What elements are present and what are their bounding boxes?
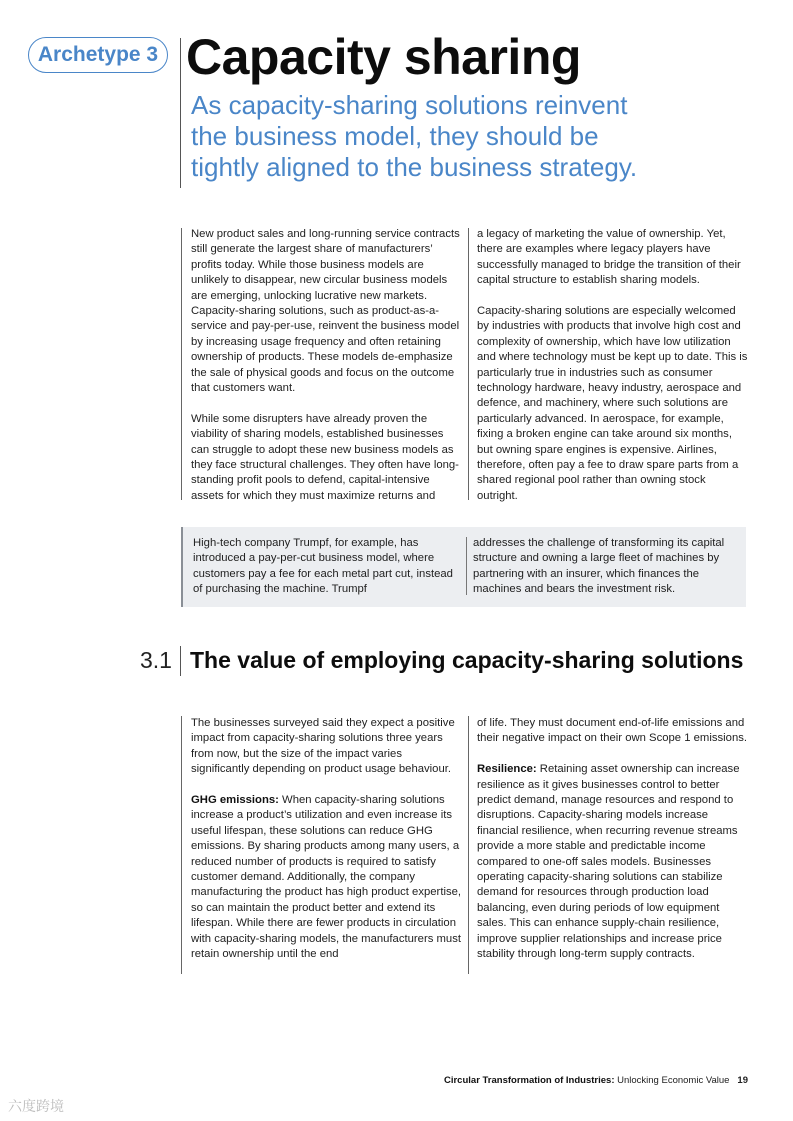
ghg-paragraph [191, 793, 463, 962]
footer-report-title: Circular Transformation of Industries: [443, 1075, 615, 1086]
body-paragraph: While some disrupters have already proven the viability of sharing models, established businesses can struggle to adopt these new business models as they face structural challenges. They often have long-standing profit pools to defend, capital-intensive assets for which they must maximize returns and [191, 412, 459, 502]
ghg-text: When capacity-sharing solutions increase a product’s utilization and even increase its useful lifespan, these solutions can reduce GHG emissions. By sharing products among many users, a reduced number of products is required to satisfy customer demand. Additionally, the company manufacturing the product has high product expertise, so can maintain the product better and extend its lifespan. While there are fewer products in circulation with capacity-sharing models, the manufacturers must retain ownership until the end [191, 794, 462, 961]
page-number: 19 [737, 1075, 748, 1086]
resilience-label: Resilience: [477, 763, 537, 776]
callout-left-text: High-tech company Trumpf, for example, has introduced a pay-per-cut business model, where customers pay a fee for each metal part cut, instead of purchasing the machine. Trumpf [193, 537, 453, 596]
archetype-badge: Archetype 3 [28, 37, 168, 73]
watermark-text: 六度跨境 [8, 1098, 64, 1114]
resilience-text: Retaining asset ownership can increase resilience as it gives businesses control to better predict demand, manage resources and respond to disruptions. Capacity-sharing models increase financial resilience, when recurring revenue streams provide a more stable and predictable income compared to one-off sales models. Businesses operating capacity-sharing solutions can stabilize demand for resources through production load balancing, even during periods of low equipment sales. This can enhance supply-chain resilience, improve supplier relationships and increase price stability through long-term supply contracts. [477, 763, 740, 961]
callout-right-text: addresses the challenge of transforming its capital structure and owning a large fleet of machines by partnering with an insurer, which finances the machines and bears the investment risk. [473, 537, 725, 596]
resilience-paragraph [477, 762, 749, 962]
body-paragraph: New product sales and long-running service contracts still generate the largest share of manufacturers’ profits today. While those business models are unlikely to disappear, new circular business models are emerging, unlocking lucrative new markets. Capacity-sharing solutions, such as product-as-a-service and pay-per-use, reinvent the business model by increasing usage frequency and often retaining ownership of products. These models de-emphasize the sale of physical goods and focus on the outcome that customers want. [191, 228, 460, 395]
section-divider [180, 646, 181, 676]
column-divider-mid-top [468, 228, 469, 500]
section-number: 3.1 [140, 647, 172, 673]
ghg-label: GHG emissions: [191, 794, 279, 807]
page-title: Capacity sharing [186, 29, 581, 85]
body-paragraph: The businesses surveyed said they expect a positive impact from capacity-sharing solutions three years from now, but the size of the impact varies significantly depending on product usage behaviour. [191, 717, 455, 776]
page-footer [444, 1075, 748, 1086]
column-divider-left-bottom [181, 716, 182, 974]
body-paragraph: of life. They must document end-of-life emissions and their negative impact on their own Scope 1 emissions. [477, 717, 748, 745]
body-paragraph: Capacity-sharing solutions are especially welcomed by industries with products that involve high cost and complexity of ownership, which have low utilization and where technology must be kept up to date. This is particularly true in industries such as consumer technology hardware, heavy industry, aerospace and defence, and machinery, where such solutions are particularly advanced. In aerospace, for example, fixing a broken engine can take around six months, but owning spare engines is expensive. Airlines, therefore, often pay a fee to draw spare parts from a shared regional pool rather than owning stock outright. [477, 305, 748, 502]
column-divider-left-top [181, 228, 182, 500]
intro-statement: As capacity-sharing solutions reinvent the business model, they should be tightly aligned to the business strategy. [191, 90, 638, 182]
section-title: The value of employing capacity-sharing solutions [190, 647, 744, 673]
callout-divider [466, 537, 467, 595]
watermark-logo [8, 1096, 64, 1116]
case-study-callout [181, 527, 746, 607]
body-paragraph: a legacy of marketing the value of ownership. Yet, there are examples where legacy players have successfully managed to bridge the transition of their capital structure to establish sharing models. [477, 228, 741, 287]
column-divider-mid-bottom [468, 716, 469, 974]
body-right-column [477, 227, 749, 520]
body-left-column [191, 227, 463, 520]
title-divider [180, 38, 181, 188]
section-left-column [191, 716, 463, 978]
section-right-column [477, 716, 749, 978]
footer-report-subtitle: Unlocking Economic Value [614, 1075, 730, 1086]
